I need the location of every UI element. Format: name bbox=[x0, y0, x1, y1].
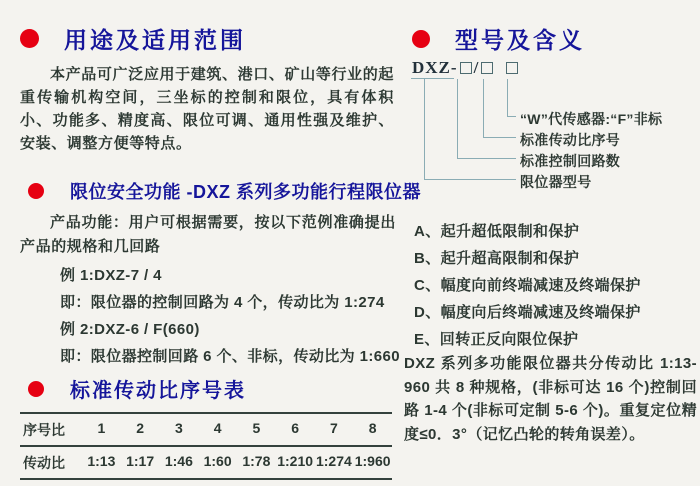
red-bullet-icon bbox=[20, 29, 39, 48]
connector-line bbox=[507, 79, 516, 117]
table-cell: 3 bbox=[174, 420, 183, 436]
row-header: 序号比 bbox=[23, 422, 65, 438]
feature-list bbox=[414, 218, 641, 353]
section-usage-title: 用途及适用范围 bbox=[64, 27, 246, 53]
table-cell: 2 bbox=[136, 420, 145, 436]
feature-item-c: C、幅度向前终端减速及终端保护 bbox=[414, 277, 641, 294]
diagram-label-circuits: 标准控制回路数 bbox=[520, 153, 621, 169]
table-cell: 1:60 bbox=[203, 453, 232, 469]
table-row-ratio bbox=[20, 447, 392, 478]
table-cell: 1:210 bbox=[277, 453, 314, 469]
section-ratio-title: 标准传动比序号表 bbox=[70, 380, 246, 402]
diagram-label-model: 限位器型号 bbox=[520, 174, 592, 190]
table-cell: 7 bbox=[329, 420, 338, 436]
placeholder-box-icon bbox=[460, 62, 472, 74]
feature-item-e: E、回转正反向限位保护 bbox=[414, 331, 579, 348]
section-ratio-table bbox=[20, 374, 394, 480]
series-note: DXZ 系列多功能限位器共分传动比 1:13-960 共 8 种规格，(非标可达 16 个)控制回路 1-4 个(非标可定制 5-6 个)。重复定位精度≤0．3°（记忆凸轮的转角误差）。 bbox=[404, 355, 697, 443]
table-cell: 1:17 bbox=[126, 453, 155, 469]
usage-paragraph: 本产品可广泛应用于建筑、港口、矿山等行业的起重传输机构空间，三坐标的控制和限位，具有体积小、功能多、精度高、限位可调、通用性强及维护、安装、调整方便等特点。 bbox=[20, 66, 394, 152]
section-model-heading bbox=[404, 22, 585, 55]
placeholder-box-icon bbox=[506, 62, 518, 74]
feature-item-b: B、起升超高限制和保护 bbox=[414, 250, 580, 267]
table-cell: 6 bbox=[291, 420, 300, 436]
red-bullet-icon bbox=[28, 381, 44, 397]
section-ratio-heading bbox=[20, 374, 394, 403]
table-cell: 1:46 bbox=[164, 453, 193, 469]
ratio-table bbox=[20, 412, 392, 480]
feature-item-d: D、幅度向后终端减速及终端保护 bbox=[414, 304, 641, 321]
section-function bbox=[20, 178, 421, 370]
example1-desc: 即：限位器的控制回路为 4 个，传动比为 1:274 bbox=[60, 294, 385, 311]
section-model-title: 型号及含义 bbox=[455, 27, 585, 53]
feature-item-a: A、起升超低限制和保护 bbox=[414, 223, 580, 240]
table-row-serial bbox=[20, 414, 392, 447]
example-list bbox=[60, 262, 401, 370]
model-code-diagram bbox=[410, 58, 697, 210]
table-cell: 5 bbox=[252, 420, 261, 436]
table-cell: 1 bbox=[97, 420, 106, 436]
diagram-label-ratio: 标准传动比序号 bbox=[520, 132, 621, 148]
section-function-title: 限位安全功能 -DXZ 系列多功能行程限位器 bbox=[70, 182, 421, 202]
row-header: 传动比 bbox=[23, 455, 65, 471]
table-cell: 1:960 bbox=[354, 453, 391, 469]
placeholder-box-icon bbox=[481, 62, 493, 74]
red-bullet-icon bbox=[412, 30, 430, 48]
section-usage-heading bbox=[20, 22, 394, 55]
table-cell: 1:274 bbox=[315, 453, 352, 469]
table-cell: 1:78 bbox=[242, 453, 271, 469]
section-usage bbox=[20, 22, 394, 155]
model-prefix: DXZ- bbox=[412, 58, 458, 77]
function-intro: 产品功能：用户可根据需要，按以下范例准确提出产品的规格和几回路 bbox=[20, 214, 396, 255]
table-cell: 4 bbox=[213, 420, 222, 436]
example2-label: 例 2:DXZ-6 / F(660) bbox=[60, 321, 200, 338]
red-bullet-icon bbox=[28, 183, 44, 199]
model-code bbox=[412, 58, 520, 78]
table-cell: 8 bbox=[368, 420, 377, 436]
example2-desc: 即：限位器控制回路 6 个、非标，传动比为 1:660 bbox=[60, 348, 401, 365]
example1-label: 例 1:DXZ-7 / 4 bbox=[60, 267, 162, 284]
section-model bbox=[404, 0, 697, 486]
model-slash: / bbox=[473, 58, 480, 77]
diagram-label-sensor: “W”代传感器:“F”非标 bbox=[520, 111, 663, 127]
section-function-heading bbox=[20, 178, 421, 204]
table-cell: 1:13 bbox=[87, 453, 116, 469]
